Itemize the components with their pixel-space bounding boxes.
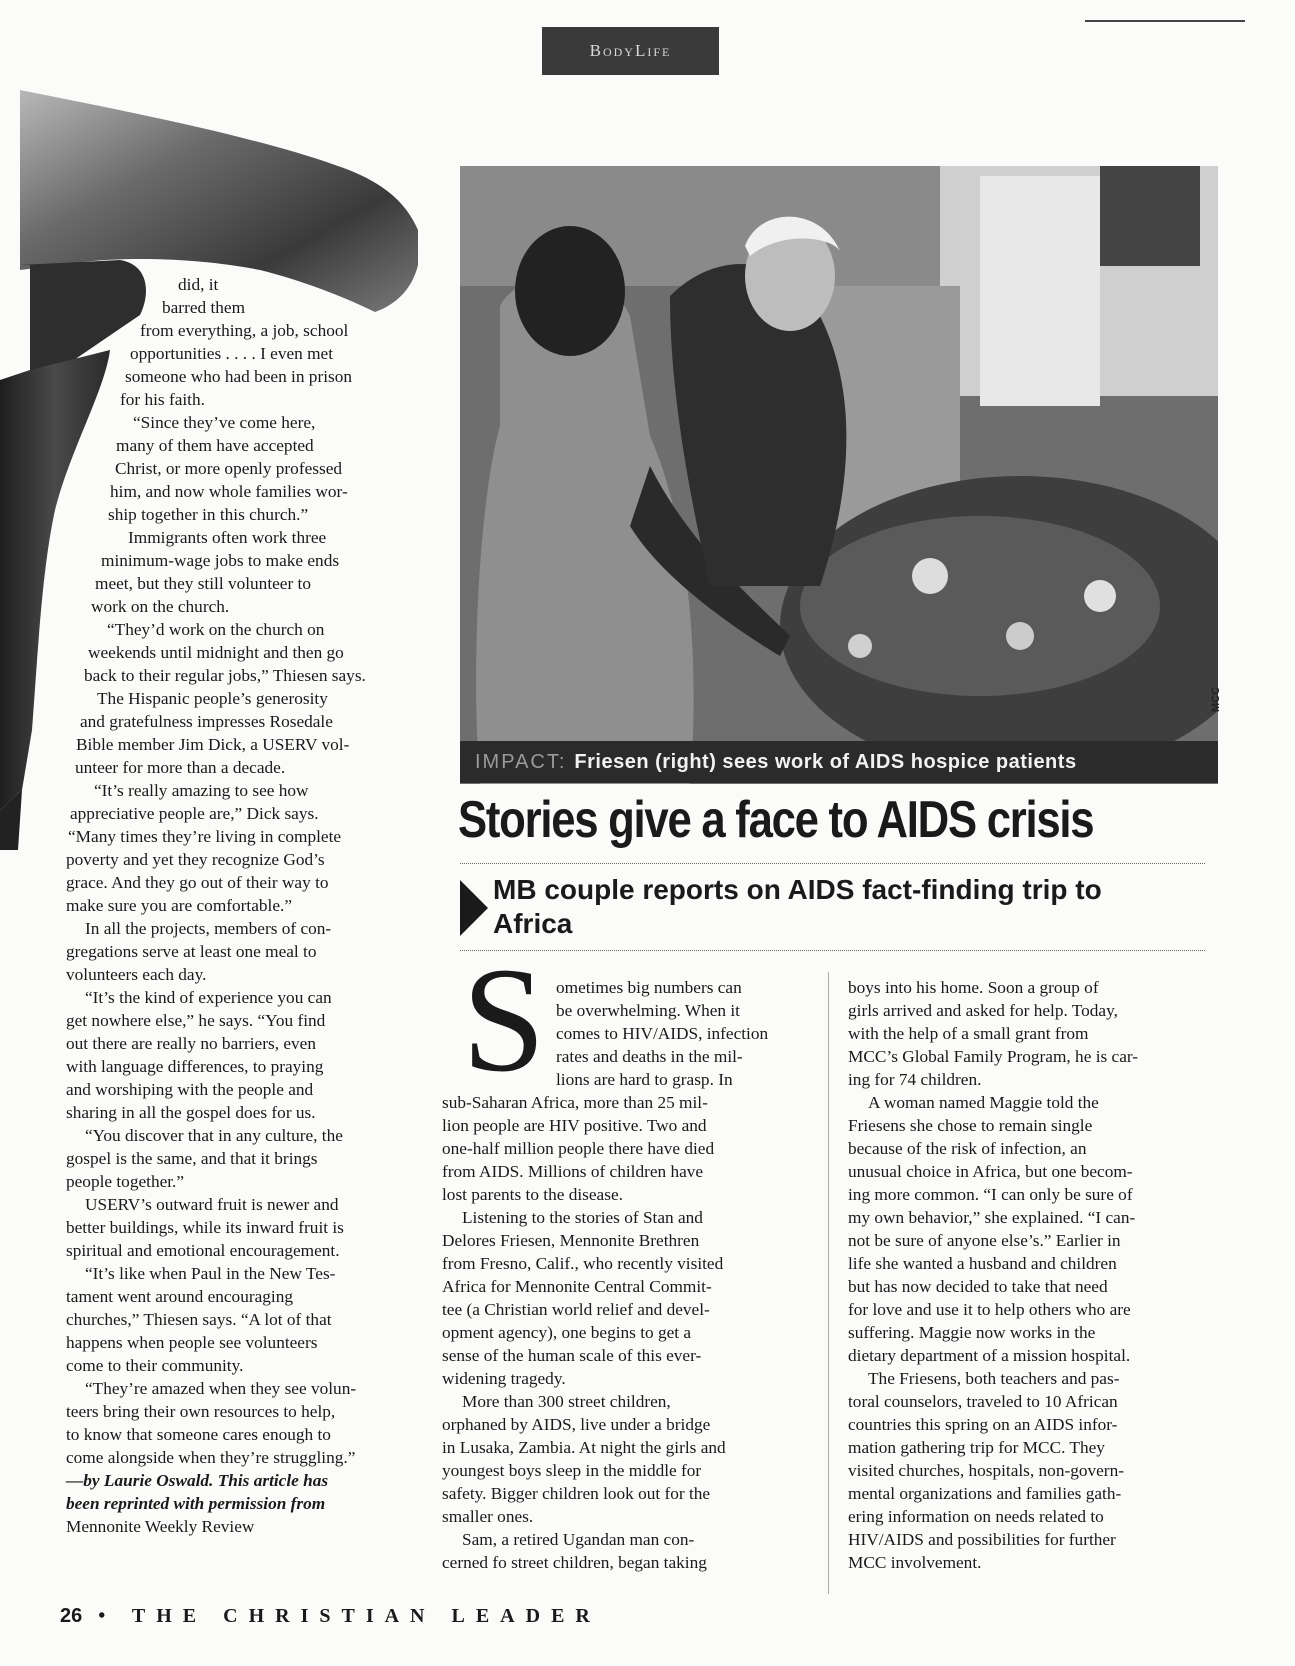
text-line: weekends until midnight and then go	[88, 643, 344, 662]
text-line: Friesens she chose to remain single	[848, 1116, 1093, 1135]
text-line: MCC involvement.	[848, 1553, 982, 1572]
subhead-rule	[460, 950, 1205, 951]
text-line: “They’re amazed when they see volun-	[85, 1379, 357, 1398]
text-line: “You discover that in any culture, the	[85, 1126, 343, 1145]
text-line: opportunities . . . . I even met	[130, 344, 334, 363]
text-line: suffering. Maggie now works in the	[848, 1323, 1096, 1342]
text-line: “They’d work on the church on	[107, 620, 325, 639]
text-line: but has now decided to take that need	[848, 1277, 1108, 1296]
left-column	[0, 0, 445, 1600]
text-line: appreciative people are,” Dick says.	[70, 804, 319, 823]
text-line: Sam, a retired Ugandan man con-	[462, 1530, 695, 1549]
text-line: ing for 74 children.	[848, 1070, 982, 1089]
text-line: better buildings, while its inward fruit is	[66, 1218, 344, 1237]
text-line: “Since they’ve come here,	[133, 413, 316, 432]
text-line: tament went around encouraging	[66, 1287, 293, 1306]
text-line: unteer for more than a decade.	[75, 758, 286, 777]
text-line: Africa for Mennonite Central Commit-	[442, 1277, 712, 1296]
subhead-arrow-icon	[460, 880, 488, 936]
text-line: work on the church.	[91, 597, 230, 616]
page-folio	[60, 1605, 601, 1628]
text-line: not be sure of anyone else’s.” Earlier in	[848, 1231, 1121, 1250]
caption-text: Friesen (right) sees work of AIDS hospice patients	[574, 750, 1077, 773]
text-line: sub-Saharan Africa, more than 25 mil-	[442, 1093, 708, 1112]
text-line: unusual choice in Africa, but one becom-	[848, 1162, 1133, 1181]
text-line: “It’s like when Paul in the New Tes-	[85, 1264, 336, 1283]
text-line: mation gathering trip for MCC. They	[848, 1438, 1105, 1457]
text-line: rates and deaths in the mil-	[556, 1047, 743, 1066]
publication-name: THE CHRISTIAN LEADER	[131, 1605, 601, 1627]
text-line: sense of the human scale of this ever-	[442, 1346, 702, 1365]
text-line: ering information on needs related to	[848, 1507, 1104, 1526]
text-line: In all the projects, members of con-	[85, 919, 332, 938]
text-line: poverty and yet they recognize God’s	[66, 850, 325, 869]
text-line: ometimes big numbers can	[556, 978, 742, 997]
text-line: my own behavior,” she explained. “I can-	[848, 1208, 1136, 1227]
subhead-line: Africa	[493, 908, 573, 939]
text-line: for love and use it to help others who are	[848, 1300, 1131, 1319]
text-line: The Friesens, both teachers and pas-	[868, 1369, 1120, 1388]
text-line: “It’s really amazing to see how	[94, 781, 309, 800]
text-line: back to their regular jobs,” Thiesen says.	[84, 666, 366, 685]
byline-source: Mennonite Weekly Review	[66, 1517, 255, 1536]
text-line: smaller ones.	[442, 1507, 534, 1526]
text-line: with language differences, to praying	[66, 1057, 324, 1076]
text-line: countries this spring on an AIDS infor-	[848, 1415, 1118, 1434]
text-line: teers bring their own resources to help,	[66, 1402, 336, 1421]
subhead	[493, 873, 1213, 941]
text-line: orphaned by AIDS, live under a bridge	[442, 1415, 711, 1434]
text-line: come alongside when they’re struggling.”	[66, 1448, 356, 1467]
text-line: someone who had been in prison	[125, 367, 353, 386]
text-line: for his faith.	[120, 390, 205, 409]
text-line: cerned fo street children, began taking	[442, 1553, 707, 1572]
text-line: get nowhere else,” he says. “You find	[66, 1011, 326, 1030]
text-line: youngest boys sleep in the middle for	[442, 1461, 702, 1480]
text-line: out there are really no barriers, even	[66, 1034, 316, 1053]
text-line: many of them have accepted	[116, 436, 314, 455]
text-line: gospel is the same, and that it brings	[66, 1149, 318, 1168]
text-line: Delores Friesen, Mennonite Brethren	[442, 1231, 700, 1250]
photo-caption	[460, 741, 1218, 783]
text-line: one-half million people there have died	[442, 1139, 715, 1158]
byline: —by Laurie Oswald. This article has	[66, 1471, 329, 1490]
headline: Stories give a face to AIDS crisis	[458, 791, 1094, 849]
text-line: because of the risk of infection, an	[848, 1139, 1087, 1158]
column-divider	[828, 972, 829, 1594]
text-line: girls arrived and asked for help. Today,	[848, 1001, 1118, 1020]
text-line: visited churches, hospitals, non-govern-	[848, 1461, 1124, 1480]
text-line: HIV/AIDS and possibilities for further	[848, 1530, 1116, 1549]
text-line: come to their community.	[66, 1356, 244, 1375]
text-line: tee (a Christian world relief and devel-	[442, 1300, 710, 1319]
text-line: sharing in all the gospel does for us.	[66, 1103, 316, 1122]
text-line: More than 300 street children,	[462, 1392, 671, 1411]
text-line: barred them	[162, 298, 246, 317]
text-line: from everything, a job, school	[140, 321, 349, 340]
text-line: dietary department of a mission hospital.	[848, 1346, 1131, 1365]
text-line: safety. Bigger children look out for the	[442, 1484, 711, 1503]
text-line: comes to HIV/AIDS, infection	[556, 1024, 769, 1043]
byline: been reprinted with permission from	[66, 1494, 326, 1513]
top-rule	[1085, 20, 1245, 22]
drop-cap: S	[462, 937, 546, 1103]
text-line: make sure you are comfortable.”	[66, 896, 292, 915]
text-line: “Many times they’re living in complete	[68, 827, 342, 846]
text-line: volunteers each day.	[66, 965, 207, 984]
text-line: toral counselors, traveled to 10 African	[848, 1392, 1118, 1411]
text-line: minimum-wage jobs to make ends	[101, 551, 340, 570]
text-line: ing more common. “I can only be sure of	[848, 1185, 1133, 1204]
text-line: to know that someone cares enough to	[66, 1425, 331, 1444]
text-line: The Hispanic people’s generosity	[97, 689, 328, 708]
headline-rule	[460, 863, 1205, 864]
text-line: Listening to the stories of Stan and	[462, 1208, 703, 1227]
subhead-line: MB couple reports on AIDS fact-finding trip to	[493, 874, 1102, 905]
text-line: lion people are HIV positive. Two and	[442, 1116, 707, 1135]
text-line: be overwhelming. When it	[556, 1001, 740, 1020]
folio-bullet: •	[98, 1605, 117, 1627]
text-line: lost parents to the disease.	[442, 1185, 623, 1204]
text-line: spiritual and emotional encouragement.	[66, 1241, 340, 1260]
text-line: “It’s the kind of experience you can	[85, 988, 332, 1007]
text-line: gregations serve at least one meal to	[66, 942, 317, 961]
text-line: Bible member Jim Dick, a USERV vol-	[76, 735, 350, 754]
text-line: churches,” Thiesen says. “A lot of that	[66, 1310, 332, 1329]
text-line: and worshiping with the people and	[66, 1080, 314, 1099]
text-line: Immigrants often work three	[128, 528, 327, 547]
text-line: with the help of a small grant from	[848, 1024, 1089, 1043]
text-line: boys into his home. Soon a group of	[848, 978, 1099, 997]
section-tab: BodyLife	[542, 27, 719, 75]
text-line: happens when people see volunteers	[66, 1333, 318, 1352]
photo-credit: MCC	[1210, 686, 1222, 712]
text-line: from AIDS. Millions of children have	[442, 1162, 704, 1181]
text-line: people together.”	[66, 1172, 185, 1191]
text-line: USERV’s outward fruit is newer and	[85, 1195, 339, 1214]
text-line: A woman named Maggie told the	[868, 1093, 1099, 1112]
hospice-photo	[460, 166, 1218, 784]
text-line: ship together in this church.”	[108, 505, 309, 524]
text-line: lions are hard to grasp. In	[556, 1070, 733, 1089]
text-line: grace. And they go out of their way to	[66, 873, 329, 892]
text-line: MCC’s Global Family Program, he is car-	[848, 1047, 1139, 1066]
text-line: widening tragedy.	[442, 1369, 566, 1388]
text-line: mental organizations and families gath-	[848, 1484, 1122, 1503]
text-line: life she wanted a husband and children	[848, 1254, 1117, 1273]
text-line: and gratefulness impresses Rosedale	[80, 712, 333, 731]
caption-label: IMPACT:	[475, 750, 567, 773]
text-line: him, and now whole families wor-	[110, 482, 348, 501]
text-line: Christ, or more openly professed	[115, 459, 343, 478]
text-line: meet, but they still volunteer to	[95, 574, 311, 593]
text-line: opment agency), one begins to get a	[442, 1323, 692, 1342]
text-line: did, it	[178, 275, 219, 294]
page-number: 26	[60, 1605, 83, 1627]
text-line: in Lusaka, Zambia. At night the girls and	[442, 1438, 726, 1457]
text-line: from Fresno, Calif., who recently visited	[442, 1254, 724, 1273]
